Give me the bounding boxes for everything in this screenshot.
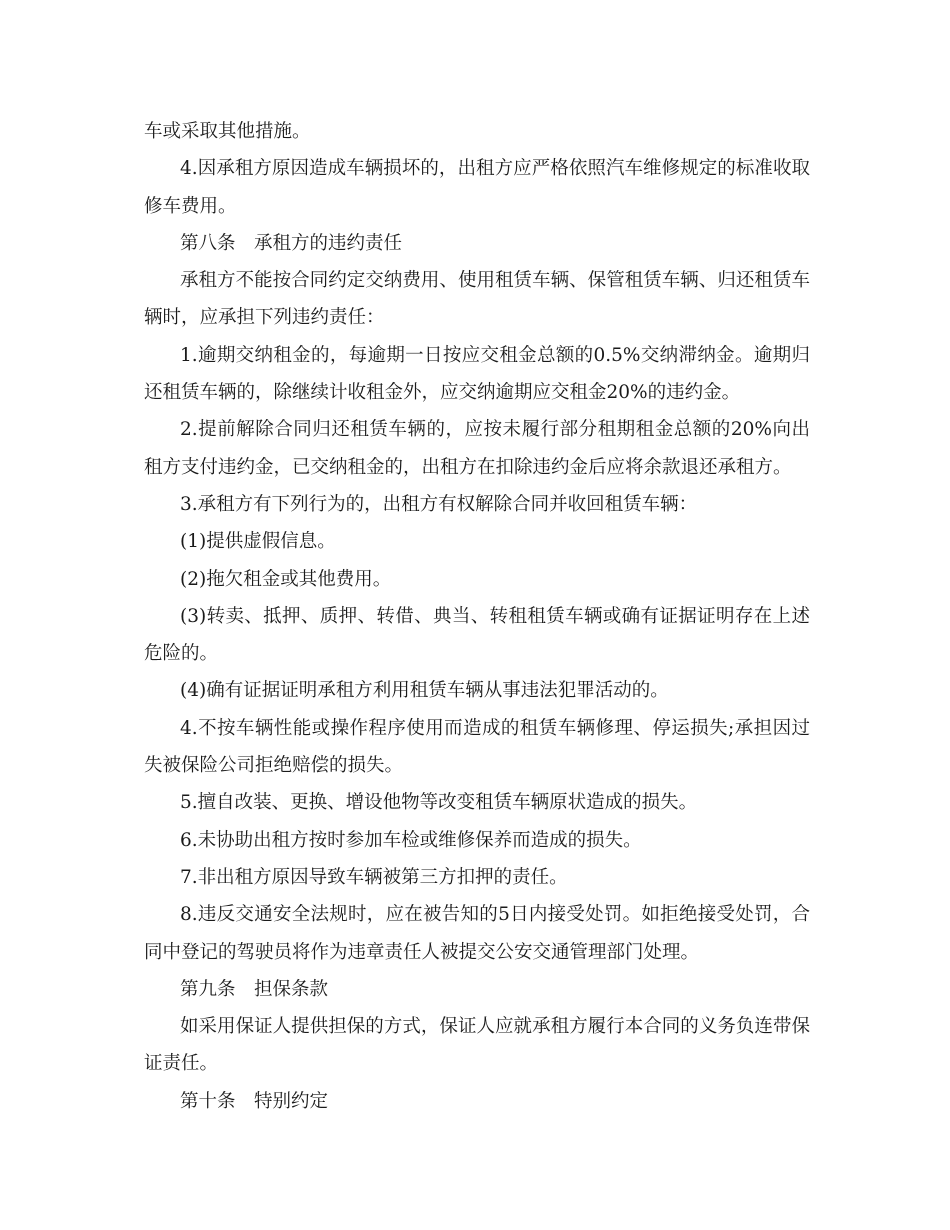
paragraph-item-6-inspection: 6.未协助出租方按时参加车检或维修保养而造成的损失。	[180, 829, 642, 851]
paragraph-item-4-misuse: 4.不按车辆性能或操作程序使用而造成的租赁车辆修理、停运损失;承担因过失被保险公司拒绝赔偿的损失。	[144, 717, 810, 777]
paragraph-subitem-1: (1)提供虚假信息。	[180, 531, 336, 553]
section-heading-article-10: 第十条 特别约定	[180, 1090, 329, 1112]
paragraph-subitem-2: (2)拖欠租金或其他费用。	[180, 568, 392, 590]
paragraph-item-2-early-termination: 2.提前解除合同归还租赁车辆的，应按未履行部分租期租金总额的20%向出租方支付违约金，已交纳租金的，出租方在扣除违约金后应将余款退还承租方。	[144, 419, 810, 478]
paragraph-clause-4-damage: 4.因承租方原因造成车辆损坏的，出租方应严格依照汽车维修规定的标准收取修车费用。	[144, 158, 810, 217]
section-heading-article-8: 第八条 承租方的违约责任	[180, 232, 403, 254]
paragraph-article-9-guarantee: 如采用保证人提供担保的方式，保证人应就承租方履行本合同的义务负连带保证责任。	[144, 1016, 810, 1075]
paragraph-article-8-intro: 承租方不能按合同约定交纳费用、使用租赁车辆、保管租赁车辆、归还租赁车辆时，应承担下列违约责任：	[144, 270, 810, 329]
paragraph-item-8-traffic: 8.违反交通安全法规时，应在被告知的5日内接受处罚。如拒绝接受处罚，合同中登记的驾驶员将作为违章责任人被提交公安交通管理部门处理。	[144, 904, 810, 963]
section-heading-article-9: 第九条 担保条款	[180, 978, 329, 1000]
paragraph-item-1-late-payment: 1.逾期交纳租金的，每逾期一日按应交租金总额的0.5%交纳滞纳金。逾期归还租赁车辆的，除继续计收租金外，应交纳逾期应交租金20%的违约金。	[144, 344, 810, 404]
paragraph-item-3-rescission: 3.承租方有下列行为的，出租方有权解除合同并收回租赁车辆：	[180, 493, 698, 515]
paragraph-subitem-3: (3)转卖、抵押、质押、转借、典当、转租租赁车辆或确有证据证明存在上述危险的。	[144, 605, 810, 665]
document-body	[144, 113, 810, 1120]
paragraph-continuation: 车或采取其他措施。	[144, 121, 311, 142]
paragraph-item-7-seizure: 7.非出租方原因导致车辆被第三方扣押的责任。	[180, 866, 568, 888]
paragraph-item-5-modification: 5.擅自改装、更换、增设他物等改变租赁车辆原状造成的损失。	[180, 792, 698, 814]
paragraph-subitem-4: (4)确有证据证明承租方利用租赁车辆从事违法犯罪活动的。	[180, 680, 669, 702]
